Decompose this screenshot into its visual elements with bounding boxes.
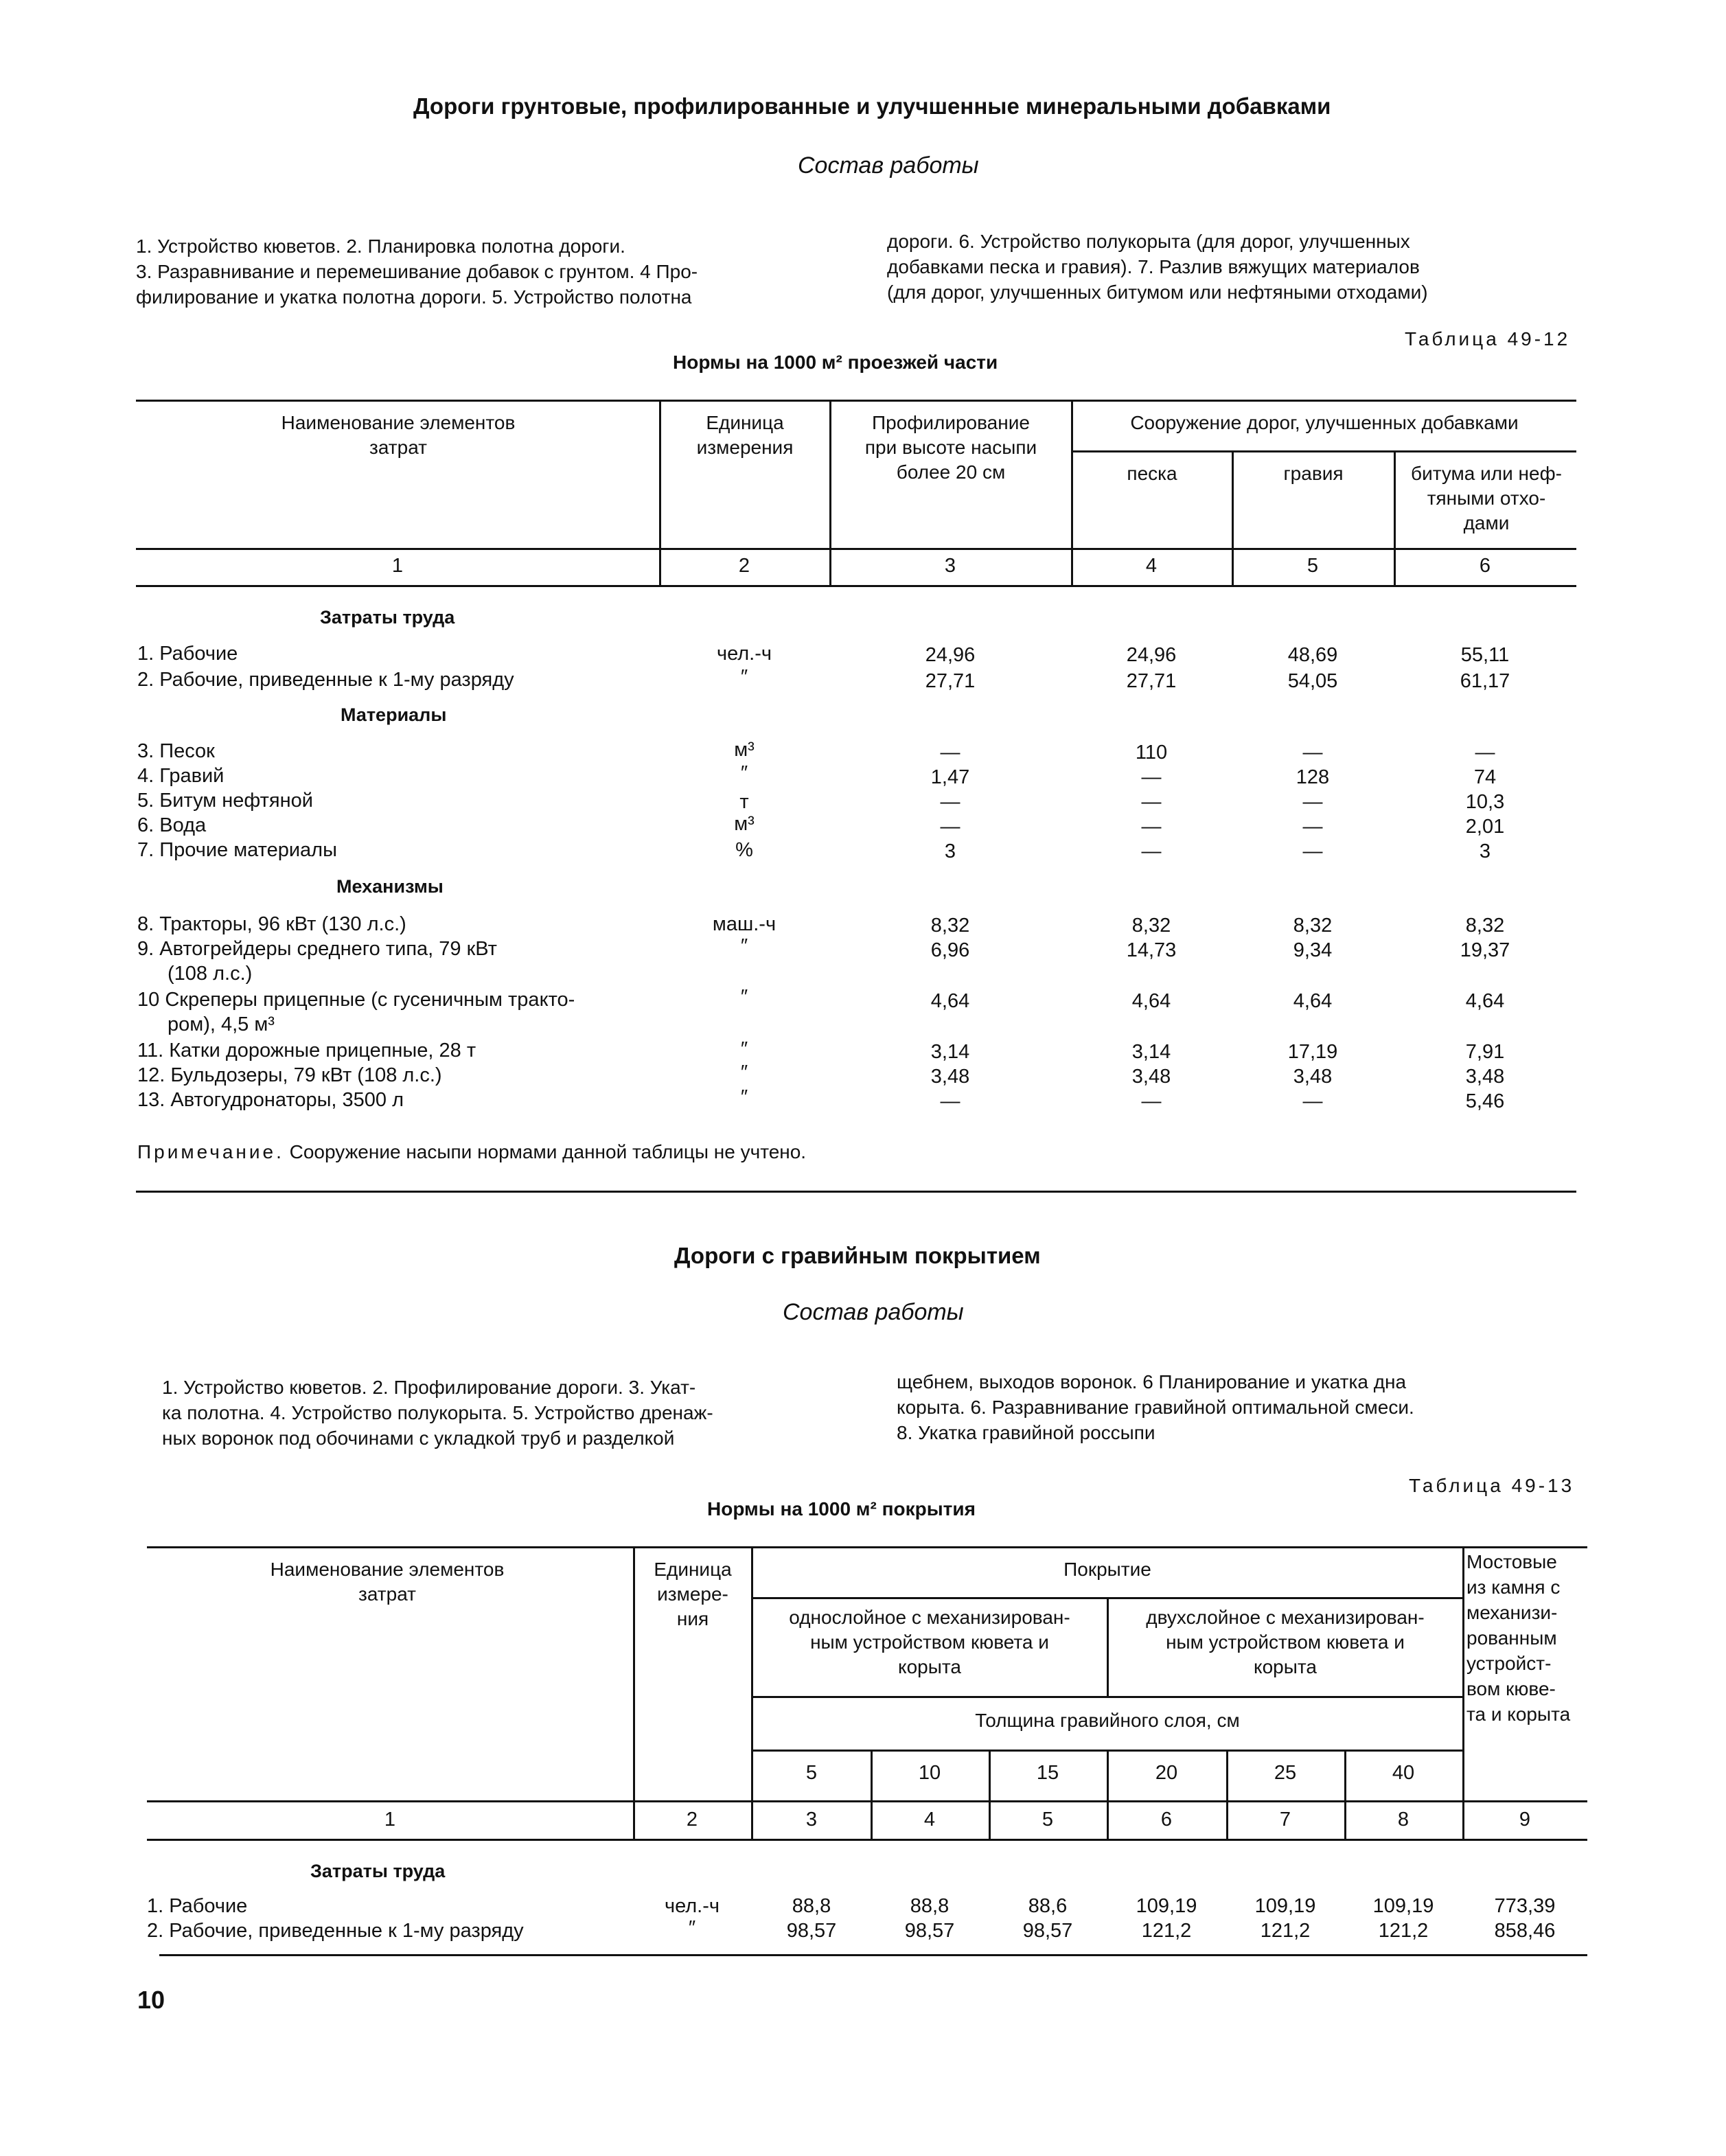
row-value: 858,46 xyxy=(1494,1920,1556,1942)
column-number: 5 xyxy=(1042,1809,1054,1831)
row-unit: ″ xyxy=(688,1917,696,1939)
row-value: — xyxy=(1141,791,1162,813)
column-number: 2 xyxy=(738,555,750,577)
row-value: 27,71 xyxy=(1126,670,1177,692)
table-rule xyxy=(752,1696,1464,1698)
row-value: — xyxy=(1141,766,1162,788)
row-value: 8,32 xyxy=(1131,915,1171,937)
header-bitumen: битума или неф- тяными отхо- дами xyxy=(1411,463,1562,534)
row-unit: чел.-ч xyxy=(716,643,772,665)
table-rule xyxy=(1462,1546,1464,1839)
column-number: 6 xyxy=(1160,1809,1173,1831)
row-unit: ″ xyxy=(740,762,748,784)
thickness-value: 15 xyxy=(1036,1762,1059,1784)
row-value: 1,47 xyxy=(930,766,970,788)
row-value: 24,96 xyxy=(1126,644,1177,666)
header-profile: Профилирование при высоте насыпи более 20 см xyxy=(864,412,1037,483)
table-49-12-note xyxy=(137,1141,806,1163)
header-name: Наименование элементов затрат xyxy=(281,412,516,458)
row-name: 13. Автогудронаторы, 3500 л xyxy=(137,1089,404,1111)
row-value: 3,14 xyxy=(1131,1041,1171,1063)
work-line: 1. Устройство кюветов. 2. Профилирование дороги. 3. Укат- xyxy=(162,1377,696,1398)
column-number: 5 xyxy=(1307,555,1319,577)
section1-work-right xyxy=(887,229,1567,305)
section1-subtitle: Состав работы xyxy=(798,152,979,179)
row-value: 8,32 xyxy=(1293,915,1333,937)
row-value: 88,6 xyxy=(1028,1895,1068,1917)
row-name: 2. Рабочие, приведенные к 1-му разряду xyxy=(147,1920,524,1942)
table-rule xyxy=(136,548,1576,550)
row-value: 3,48 xyxy=(930,1066,970,1088)
row-value: 7,91 xyxy=(1465,1041,1505,1063)
thickness-value: 40 xyxy=(1392,1762,1415,1784)
row-unit: м³ xyxy=(734,739,755,761)
row-unit: ″ xyxy=(740,986,748,1008)
row-value: 9,34 xyxy=(1293,939,1333,961)
work-line: щебнем, выходов воронок. 6 Планирование и укатка дна xyxy=(897,1371,1407,1392)
row-name: 5. Битум нефтяной xyxy=(137,790,313,812)
row-name: 3. Песок xyxy=(137,740,215,762)
thickness-value: 20 xyxy=(1155,1762,1178,1784)
table-rule xyxy=(751,1546,753,1839)
work-line: 3. Разравнивание и перемешивание добавок с грунтом. 4 Про- xyxy=(136,261,698,282)
header-gravel: гравия xyxy=(1283,463,1344,484)
thickness-value: 10 xyxy=(918,1762,941,1784)
page-number: 10 xyxy=(137,1986,165,2014)
row-value: — xyxy=(940,742,960,764)
table-rule xyxy=(159,1954,1587,1956)
table-49-12-label: Таблица 49-12 xyxy=(1405,328,1571,349)
section-divider xyxy=(136,1191,1576,1193)
section2-work-left xyxy=(162,1375,846,1451)
row-value: — xyxy=(940,1090,960,1112)
row-value: 3 xyxy=(1479,840,1491,862)
row-value: 121,2 xyxy=(1260,1920,1311,1942)
row-value: 3,14 xyxy=(930,1041,970,1063)
row-name: 8. Тракторы, 96 кВт (130 л.с.) xyxy=(137,913,406,935)
row-name: 4. Гравий xyxy=(137,765,225,787)
row-value: 109,19 xyxy=(1136,1895,1197,1917)
table-rule xyxy=(147,1800,1587,1802)
row-value: 3 xyxy=(944,840,956,862)
row-value: 4,64 xyxy=(1293,990,1333,1012)
row-value: 4,64 xyxy=(1131,990,1171,1012)
row-value: 121,2 xyxy=(1378,1920,1429,1942)
row-value: 110 xyxy=(1135,742,1168,764)
work-line: добавками песка и гравия). 7. Разлив вяжущих материалов xyxy=(887,256,1420,277)
table-rule xyxy=(147,1839,1587,1841)
section-heading-labor: Затраты труда xyxy=(310,1861,446,1881)
column-number: 7 xyxy=(1279,1809,1291,1831)
row-unit: маш.-ч xyxy=(712,913,776,935)
table-49-12-caption: Нормы на 1000 м² проезжей части xyxy=(673,352,998,373)
row-name: 10 Скреперы прицепные (с гусеничным тракто- xyxy=(137,989,575,1011)
column-number: 6 xyxy=(1479,555,1491,577)
section2-title: Дороги с гравийным покрытием xyxy=(674,1243,1041,1268)
row-value: — xyxy=(1475,742,1495,764)
header-name: Наименование элементов затрат xyxy=(270,1559,505,1605)
section1-title: Дороги грунтовые, профилированные и улучшенные минеральными добавками xyxy=(413,93,1331,119)
column-number: 3 xyxy=(805,1809,818,1831)
row-value: — xyxy=(1141,1090,1162,1112)
row-value: 98,57 xyxy=(1022,1920,1073,1942)
column-number: 8 xyxy=(1397,1809,1409,1831)
row-name: 9. Автогрейдеры среднего типа, 79 кВт xyxy=(137,938,497,960)
header-paving: Мостовые из камня с механизи- рованным устройст- вом кюве- та и корыта xyxy=(1466,1551,1571,1725)
row-value: 61,17 xyxy=(1460,670,1510,692)
row-value: — xyxy=(940,791,960,813)
row-value: — xyxy=(1302,840,1323,862)
row-value: — xyxy=(1302,742,1323,764)
row-unit: ″ xyxy=(740,666,748,688)
table-rule xyxy=(136,585,1576,587)
note-text: Сооружение насыпи нормами данной таблицы не учтено. xyxy=(284,1141,807,1162)
column-number: 9 xyxy=(1519,1809,1531,1831)
row-value: 109,19 xyxy=(1372,1895,1434,1917)
column-number: 4 xyxy=(1145,555,1158,577)
row-value: 17,19 xyxy=(1287,1041,1338,1063)
section-heading-materials: Материалы xyxy=(341,704,447,725)
row-unit: ″ xyxy=(740,935,748,957)
row-name: 7. Прочие материалы xyxy=(137,839,337,861)
section2-subtitle: Состав работы xyxy=(783,1299,964,1325)
table-rule xyxy=(147,1546,1587,1548)
row-value: 3,48 xyxy=(1293,1066,1333,1088)
row-value: 19,37 xyxy=(1460,939,1510,961)
row-name: 1. Рабочие xyxy=(147,1895,248,1917)
row-unit: т xyxy=(739,791,749,813)
section-heading-labor: Затраты труда xyxy=(320,607,455,628)
column-number: 1 xyxy=(391,555,404,577)
row-value: 98,57 xyxy=(786,1920,837,1942)
row-value: 10,3 xyxy=(1465,791,1505,813)
section1-work-left xyxy=(136,233,809,310)
section-heading-machines: Механизмы xyxy=(336,876,444,897)
thickness-value: 5 xyxy=(805,1762,818,1784)
work-line: ных воронок под обочинами с укладкой труб и разделкой xyxy=(162,1427,675,1449)
row-unit: м³ xyxy=(734,813,755,835)
row-name: 1. Рабочие xyxy=(137,643,238,665)
row-value: 109,19 xyxy=(1254,1895,1316,1917)
row-unit: чел.-ч xyxy=(664,1895,720,1917)
row-value: 24,96 xyxy=(925,644,976,666)
row-value: 2,01 xyxy=(1465,816,1505,838)
section2-work-right xyxy=(897,1369,1579,1445)
column-number: 1 xyxy=(384,1809,396,1831)
row-value: 48,69 xyxy=(1287,644,1338,666)
thickness-value: 25 xyxy=(1274,1762,1297,1784)
work-line: корыта. 6. Разравнивание гравийной оптимальной смеси. xyxy=(897,1397,1414,1418)
row-value: 8,32 xyxy=(1465,915,1505,937)
row-value: 6,96 xyxy=(930,939,970,961)
row-value: 55,11 xyxy=(1460,644,1510,666)
table-rule xyxy=(633,1546,635,1839)
row-value: — xyxy=(1141,840,1162,862)
row-value: 121,2 xyxy=(1141,1920,1192,1942)
column-number: 2 xyxy=(686,1809,698,1831)
header-cover: Покрытие xyxy=(1063,1559,1151,1580)
row-value: 54,05 xyxy=(1287,670,1338,692)
row-name: 11. Катки дорожные прицепные, 28 т xyxy=(137,1040,476,1062)
header-group: Сооружение дорог, улучшенных добавками xyxy=(1130,412,1519,433)
header-sand: песка xyxy=(1127,463,1177,484)
row-value: 8,32 xyxy=(930,915,970,937)
row-value: 74 xyxy=(1473,766,1497,788)
header-thickness: Толщина гравийного слоя, см xyxy=(975,1710,1240,1731)
work-line: (для дорог, улучшенных битумом или нефтяными отходами) xyxy=(887,282,1428,303)
row-name: 2. Рабочие, приведенные к 1-му разряду xyxy=(137,669,514,691)
table-rule xyxy=(136,400,1576,402)
row-value: 14,73 xyxy=(1126,939,1177,961)
row-value: — xyxy=(1302,816,1323,838)
row-value: 128 xyxy=(1296,766,1330,788)
row-name-continued: ром), 4,5 м³ xyxy=(168,1013,275,1035)
row-value: — xyxy=(1302,1090,1323,1112)
row-value: 773,39 xyxy=(1494,1895,1556,1917)
row-value: 4,64 xyxy=(1465,990,1505,1012)
work-line: дороги. 6. Устройство полукорыта (для дорог, улучшенных xyxy=(887,231,1410,252)
table-49-13-label: Таблица 49-13 xyxy=(1409,1475,1575,1496)
work-line: 8. Укатка гравийной россыпи xyxy=(897,1422,1155,1443)
column-number: 4 xyxy=(923,1809,936,1831)
row-name-continued: (108 л.с.) xyxy=(168,963,253,985)
header-unit: Единица измере- ния xyxy=(654,1559,732,1629)
work-line: ка полотна. 4. Устройство полукорыта. 5. Устройство дренаж- xyxy=(162,1402,713,1423)
row-value: 27,71 xyxy=(925,670,976,692)
row-name: 6. Вода xyxy=(137,814,207,836)
row-value: 98,57 xyxy=(904,1920,955,1942)
header-double-layer: двухслойное с механизирован- ным устройством кювета и корыта xyxy=(1146,1607,1425,1677)
table-rule xyxy=(1107,1597,1109,1696)
row-value: 3,48 xyxy=(1465,1066,1505,1088)
header-unit: Единица измерения xyxy=(696,412,794,458)
work-line: филирование и укатка полотна дороги. 5. Устройство полотна xyxy=(136,286,692,308)
row-value: — xyxy=(1141,816,1162,838)
table-rule xyxy=(1071,450,1576,452)
row-unit: ″ xyxy=(740,1038,748,1060)
row-unit: ″ xyxy=(740,1062,748,1083)
work-line: 1. Устройство кюветов. 2. Планировка полотна дороги. xyxy=(136,236,625,257)
row-value: 4,64 xyxy=(930,990,970,1012)
column-number: 3 xyxy=(944,555,956,577)
row-unit: ″ xyxy=(740,1086,748,1108)
row-value: 3,48 xyxy=(1131,1066,1171,1088)
table-49-13-caption: Нормы на 1000 м² покрытия xyxy=(707,1498,976,1519)
row-unit: % xyxy=(735,839,753,861)
row-value: 88,8 xyxy=(910,1895,950,1917)
header-single-layer: однослойное с механизирован- ным устройством кювета и корыта xyxy=(789,1607,1070,1677)
row-name: 12. Бульдозеры, 79 кВт (108 л.с.) xyxy=(137,1064,442,1086)
row-value: — xyxy=(940,816,960,838)
row-value: — xyxy=(1302,791,1323,813)
row-value: 88,8 xyxy=(792,1895,831,1917)
row-value: 5,46 xyxy=(1465,1090,1505,1112)
note-label: Примечание. xyxy=(137,1141,284,1162)
